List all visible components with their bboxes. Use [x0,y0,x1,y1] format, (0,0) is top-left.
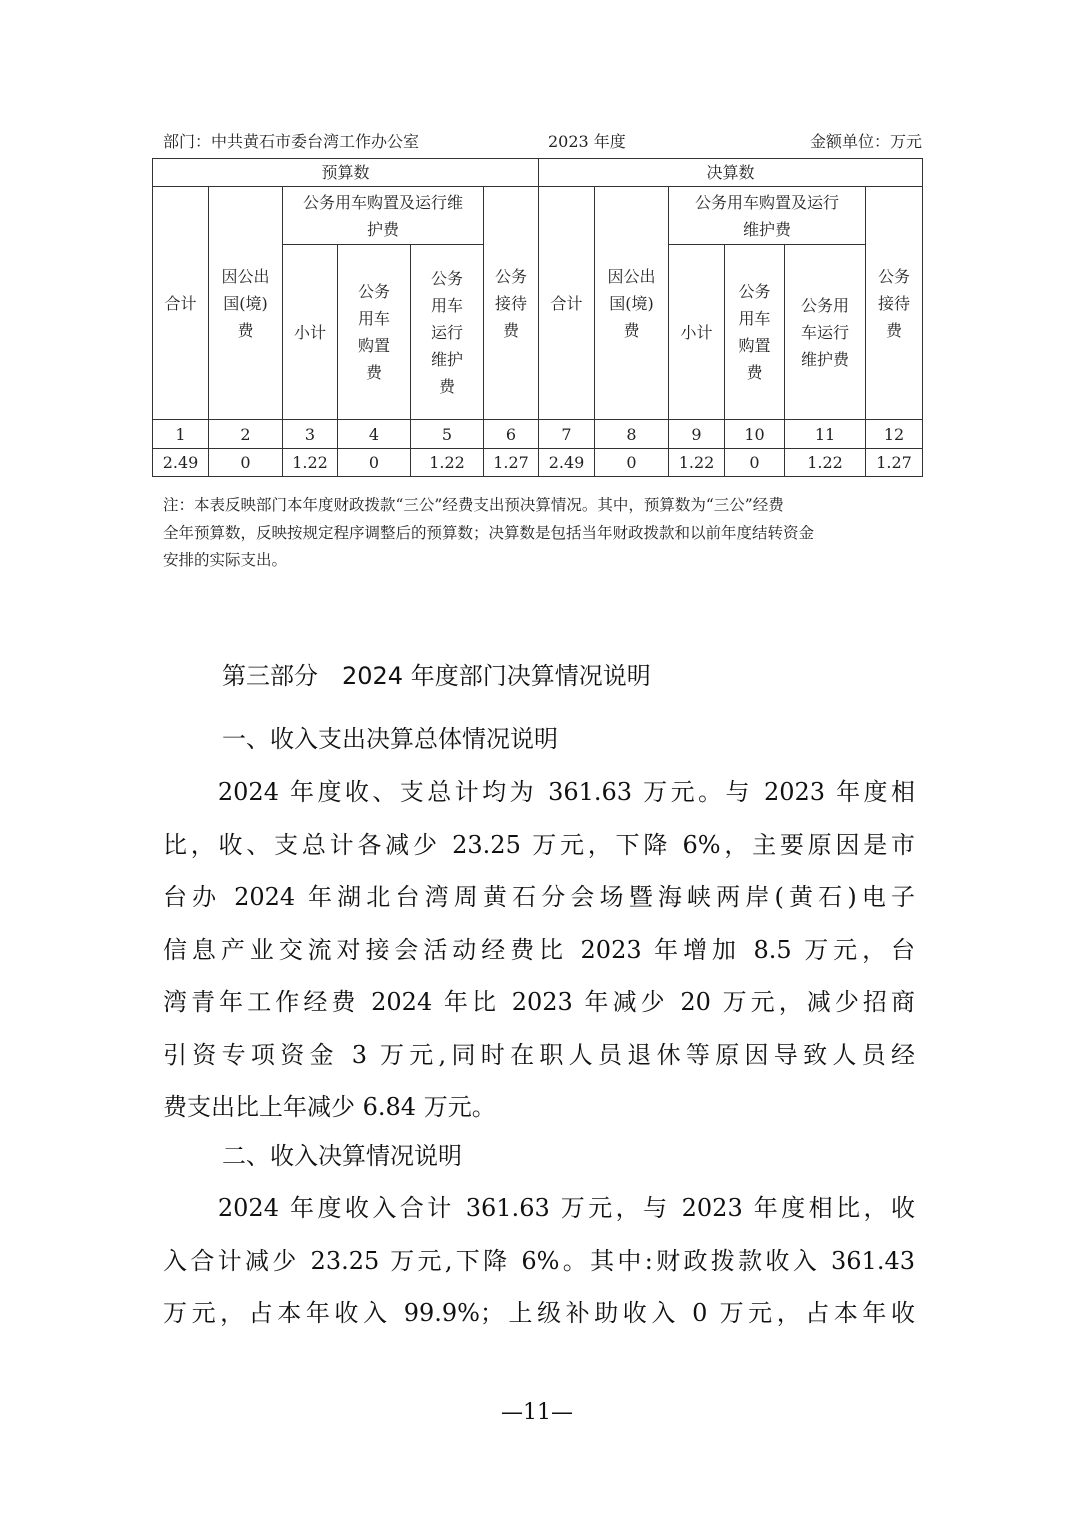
header-line: 费 [438,376,455,396]
header-line: 公务 [494,266,527,286]
body-line: 引资专项资金 3 万元,同时在职人员退休等原因导致人员经 [163,1040,915,1069]
header-line: 用车 [357,309,390,328]
column-number: 8 [595,420,669,449]
header-line: 用车 [738,309,771,328]
table-cell: 2.49 [153,449,209,477]
header-line: 维护 [430,349,463,369]
table-note [163,492,915,575]
header-line: 维护费 [800,349,849,369]
body-line: 比，收、支总计各减少 23.25 万元，下降 6%，主要原因是市 [163,830,915,859]
table-cell: 0 [595,449,669,477]
header-line: 费 [502,320,519,340]
table-cell: 0 [725,449,785,477]
header-line: 公务用车购置及运行维 [302,192,463,212]
section-1-body [163,766,915,1134]
value-row [153,449,923,477]
table-cell: 1.22 [411,449,484,477]
header-line: 国(境) [223,293,268,313]
section-1-title: 一、收入支出决算总体情况说明 [222,725,558,753]
note-line: 安排的实际支出。 [163,551,288,569]
column-number: 7 [539,420,595,449]
table-cell: 2.49 [539,449,595,477]
table-cell: 1.22 [785,449,866,477]
budget-total-header: 合计 [153,187,209,420]
final-vehicle-group-header [669,187,866,245]
table-cell: 1.27 [484,449,539,477]
column-number: 3 [283,420,338,449]
budget-operation-header [411,245,484,420]
header-line: 购置 [357,336,390,355]
header-line: 公务 [430,268,463,288]
section-2-body [163,1182,915,1340]
budget-abroad-header [209,187,283,420]
header-line: 用车 [430,295,463,315]
note-line: 注：本表反映部门本年度财政拨款“三公”经费支出预决算情况。其中，预算数为“三公”经费 [163,496,784,514]
column-number: 5 [411,420,484,449]
header-line: 接待 [494,293,527,313]
unit-label: 金额单位：万元 [809,132,922,151]
body-line: 信息产业交流对接会活动经费比 2023 年增加 8.5 万元，台 [163,935,915,964]
header-line: 因公出 [221,266,270,286]
body-line: 费支出比上年减少 6.84 万元。 [163,1093,496,1121]
header-line: 费 [885,320,902,340]
final-abroad-header [595,187,669,420]
column-number-row [153,420,923,449]
section-2-title: 二、收入决算情况说明 [222,1142,462,1170]
three-public-expenses-table [152,158,923,477]
header-line: 费 [237,320,254,340]
header-line: 因公出 [607,266,656,286]
table-cell: 0 [338,449,411,477]
body-line: 2024 年度收入合计 361.63 万元，与 2023 年度相比，收 [163,1194,915,1222]
body-line: 台办 2024 年湖北台湾周黄石分会场暨海峡两岸(黄石)电子 [163,883,915,911]
header-line: 公务 [738,282,771,301]
column-number: 1 [153,420,209,449]
column-number: 2 [209,420,283,449]
header-line: 接待 [877,293,910,313]
header-line: 公务 [877,266,910,286]
header-line: 国(境) [609,293,654,313]
budget-vehicle-group-header [283,187,484,245]
header-line: 公务用车购置及运行 [694,192,839,212]
budget-reception-header [484,187,539,420]
header-line: 公务 [357,282,390,301]
column-number: 4 [338,420,411,449]
column-number: 10 [725,420,785,449]
page-number: —11— [501,1400,573,1425]
table-cell: 1.22 [669,449,725,477]
table-cell: 1.27 [866,449,923,477]
note-line: 全年预算数，反映按规定程序调整后的预算数；决算数是包括当年财政拨款和以前年度结转资金 [163,523,815,542]
body-line: 入合计减少 23.25 万元,下降 6%。其中:财政拨款收入 361.43 [163,1246,915,1275]
header-line: 车运行 [800,322,849,342]
final-group-header: 决算数 [539,159,923,187]
column-number: 6 [484,420,539,449]
part-title: 第三部分 2024 年度部门决算情况说明 [222,662,651,690]
body-line: 2024 年度收、支总计均为 361.63 万元。与 2023 年度相 [163,778,915,806]
header-line: 费 [623,320,640,340]
header-line: 维护费 [742,219,791,239]
header-line: 护费 [366,219,399,239]
final-total-header: 合计 [539,187,595,420]
header-line: 购置 [738,336,771,355]
header-line: 运行 [430,322,463,342]
budget-subtotal-header: 小计 [283,245,338,420]
column-number: 9 [669,420,725,449]
year-label: 2023 年度 [548,132,626,151]
department-label: 部门：中共黄石市委台湾工作办公室 [163,132,420,151]
final-subtotal-header: 小计 [669,245,725,420]
final-purchase-header [725,245,785,420]
header-line: 费 [746,363,763,382]
final-operation-header [785,245,866,420]
final-reception-header [866,187,923,420]
budget-purchase-header [338,245,411,420]
header-line: 费 [365,363,382,382]
column-number: 11 [785,420,866,449]
table-cell: 0 [209,449,283,477]
body-line: 湾青年工作经费 2024 年比 2023 年减少 20 万元，减少招商 [163,988,915,1016]
header-line: 公务用 [800,295,849,315]
table-cell: 1.22 [283,449,338,477]
column-number: 12 [866,420,923,449]
body-line: 万元，占本年收入 99.9%；上级补助收入 0 万元，占本年收 [163,1299,915,1327]
budget-group-header: 预算数 [153,159,539,187]
